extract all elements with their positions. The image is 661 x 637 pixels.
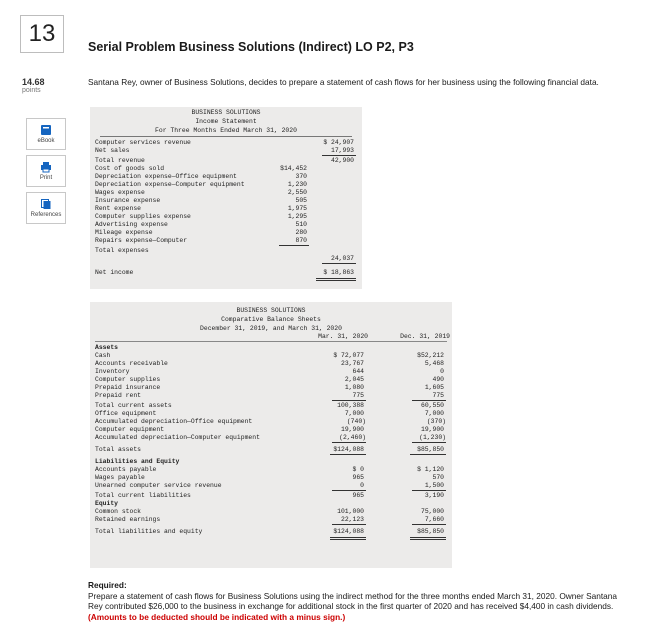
income-row-label: Total expenses bbox=[95, 247, 149, 254]
col-header-2019: Dec. 31, 2019 bbox=[400, 333, 450, 340]
balance-2019: (370) bbox=[426, 418, 446, 425]
balance-2019: 1,500 bbox=[424, 482, 444, 489]
balance-2020: 101,000 bbox=[337, 508, 364, 515]
references-button[interactable] bbox=[26, 192, 66, 224]
balance-heading-3: December 31, 2019, and March 31, 2020 bbox=[200, 325, 342, 332]
section-equity: Equity bbox=[95, 500, 119, 507]
balance-row-label: Inventory bbox=[95, 368, 130, 375]
balance-row-label: Prepaid insurance bbox=[95, 384, 161, 391]
intro-text: Santana Rey, owner of Business Solutions, decides to prepare a statement of cash flows for her business using the following financial data. bbox=[88, 77, 599, 87]
balance-row-label: Accumulated depreciation—Computer equipment bbox=[95, 434, 260, 441]
income-row-label: Repairs expense—Computer bbox=[95, 237, 188, 244]
balance-2020: 22,123 bbox=[340, 516, 364, 523]
balance-row-label: Total liabilities and equity bbox=[95, 528, 203, 535]
balance-2019: 1,605 bbox=[424, 384, 444, 391]
print-label: Print bbox=[39, 175, 53, 181]
balance-2020: 23,767 bbox=[340, 360, 364, 367]
balance-row-label: Common stock bbox=[95, 508, 142, 515]
balance-row-label: Accumulated depreciation—Office equipment bbox=[95, 418, 253, 425]
balance-2020: 1,080 bbox=[344, 384, 364, 391]
income-row-value: 17,993 bbox=[330, 147, 354, 154]
balance-2019: 3,190 bbox=[424, 492, 444, 499]
income-row-label: Cost of goods sold bbox=[95, 165, 165, 172]
balance-2019: 570 bbox=[432, 474, 444, 481]
income-row-value: $14,452 bbox=[280, 165, 307, 172]
balance-row-label: Office equipment bbox=[95, 410, 157, 417]
balance-2020: (2,460) bbox=[339, 434, 366, 441]
income-row-label: Computer services revenue bbox=[95, 139, 191, 146]
balance-row-label: Total assets bbox=[95, 446, 142, 453]
income-row-label: Rent expense bbox=[95, 205, 142, 212]
balance-row-label: Total current assets bbox=[95, 402, 172, 409]
balance-2020: 19,900 bbox=[340, 426, 364, 433]
balance-2019: $ 1,120 bbox=[417, 466, 444, 473]
balance-2019: 60,550 bbox=[420, 402, 444, 409]
required-section bbox=[88, 580, 633, 622]
income-row-value: 42,900 bbox=[330, 157, 354, 164]
income-row-label: Depreciation expense—Office equipment bbox=[95, 173, 237, 180]
balance-heading-1: BUSINESS SOLUTIONS bbox=[236, 307, 306, 314]
print-button[interactable] bbox=[26, 155, 66, 187]
balance-row-label: Cash bbox=[95, 352, 111, 359]
income-row-value: 1,975 bbox=[287, 205, 307, 212]
required-note: (Amounts to be deducted should be indicated with a minus sign.) bbox=[88, 611, 346, 622]
balance-2020: $ 72,077 bbox=[333, 352, 364, 359]
balance-2019: 19,900 bbox=[420, 426, 444, 433]
balance-row-label: Unearned computer service revenue bbox=[95, 482, 222, 489]
balance-row-label: Accounts payable bbox=[95, 466, 157, 473]
income-row-label: Computer supplies expense bbox=[95, 213, 191, 220]
income-row-value: $ 24,907 bbox=[323, 139, 354, 146]
income-row-label: Mileage expense bbox=[95, 229, 153, 236]
balance-2019: 75,000 bbox=[420, 508, 444, 515]
balance-2020: 965 bbox=[352, 474, 364, 481]
balance-2019: 0 bbox=[440, 368, 444, 375]
balance-row-label: Prepaid rent bbox=[95, 392, 142, 399]
balance-2019: 775 bbox=[432, 392, 444, 399]
balance-2020: (740) bbox=[346, 418, 366, 425]
balance-2019: $85,850 bbox=[417, 528, 444, 535]
income-heading-2: Income Statement bbox=[195, 118, 257, 125]
income-row-value: 24,037 bbox=[330, 255, 354, 262]
income-row-label: Total revenue bbox=[95, 157, 145, 164]
required-text: Prepare a statement of cash flows for Business Solutions using the indirect method for the three months ended March 31, 2020. Owner Santana Rey contributed $26,000 to the business in exchange for additional stock in the first quarter of 2020 and has received $4,400 in cash dividends. bbox=[88, 590, 617, 612]
question-number: 13 bbox=[20, 15, 64, 53]
income-statement bbox=[90, 107, 362, 289]
required-heading: Required: bbox=[88, 580, 127, 590]
balance-2020: 100,388 bbox=[337, 402, 364, 409]
balance-2019: $52,212 bbox=[417, 352, 444, 359]
net-income-value: $ 18,863 bbox=[323, 269, 354, 276]
income-heading-1: BUSINESS SOLUTIONS bbox=[191, 109, 261, 116]
balance-2019: $85,850 bbox=[417, 446, 444, 453]
balance-2019: 490 bbox=[432, 376, 444, 383]
balance-row-label: Wages payable bbox=[95, 474, 145, 481]
section-liabilities-equity: Liabilities and Equity bbox=[95, 458, 180, 465]
income-row-label: Depreciation expense—Computer equipment bbox=[95, 181, 245, 188]
balance-heading-2: Comparative Balance Sheets bbox=[221, 316, 321, 323]
balance-row-label: Computer supplies bbox=[95, 376, 161, 383]
book-icon bbox=[40, 124, 52, 136]
income-row-label: Net sales bbox=[95, 147, 130, 154]
balance-2020: 7,000 bbox=[344, 410, 364, 417]
balance-row-label: Retained earnings bbox=[95, 516, 161, 523]
section-assets: Assets bbox=[95, 344, 119, 351]
ebook-button[interactable] bbox=[26, 118, 66, 150]
balance-2020: $124,088 bbox=[333, 446, 364, 453]
balance-row-label: Computer equipment bbox=[95, 426, 165, 433]
col-header-2020: Mar. 31, 2020 bbox=[318, 333, 368, 340]
income-row-value: 2,550 bbox=[287, 189, 307, 196]
balance-2020: $ 0 bbox=[352, 466, 364, 473]
balance-2020: 775 bbox=[352, 392, 364, 399]
balance-2020: 0 bbox=[360, 482, 364, 489]
balance-2020: 965 bbox=[352, 492, 364, 499]
question-title: Serial Problem Business Solutions (Indirect) LO P2, P3 bbox=[88, 40, 414, 54]
income-heading-3: For Three Months Ended March 31, 2020 bbox=[155, 127, 297, 134]
income-row-value: 1,295 bbox=[287, 213, 307, 220]
ebook-label: eBook bbox=[37, 138, 55, 144]
balance-2020: 644 bbox=[352, 368, 364, 375]
balance-row-label: Accounts receivable bbox=[95, 360, 168, 367]
income-row-value: 505 bbox=[295, 197, 307, 204]
balance-2020: 2,045 bbox=[344, 376, 364, 383]
printer-icon bbox=[40, 161, 52, 173]
income-row-label: Wages expense bbox=[95, 189, 145, 196]
income-row-label: Advertising expense bbox=[95, 221, 168, 228]
balance-2020: $124,088 bbox=[333, 528, 364, 535]
balance-2019: 7,000 bbox=[424, 410, 444, 417]
references-label: References bbox=[30, 212, 62, 218]
income-row-value: 1,230 bbox=[287, 181, 307, 188]
points-label: points bbox=[22, 87, 41, 94]
income-row-value: 370 bbox=[295, 173, 307, 180]
balance-row-label: Total current liabilities bbox=[95, 492, 191, 499]
income-row-label: Insurance expense bbox=[95, 197, 161, 204]
points-value: 14.68 bbox=[22, 77, 45, 87]
balance-sheet bbox=[90, 302, 452, 568]
balance-2019: (1,230) bbox=[419, 434, 446, 441]
balance-2019: 7,660 bbox=[424, 516, 444, 523]
income-row-value: 510 bbox=[295, 221, 307, 228]
references-icon bbox=[40, 198, 52, 210]
income-row-value: 870 bbox=[295, 237, 307, 244]
balance-2019: 5,468 bbox=[424, 360, 444, 367]
income-row-label: Net income bbox=[95, 269, 134, 276]
income-row-value: 280 bbox=[295, 229, 307, 236]
